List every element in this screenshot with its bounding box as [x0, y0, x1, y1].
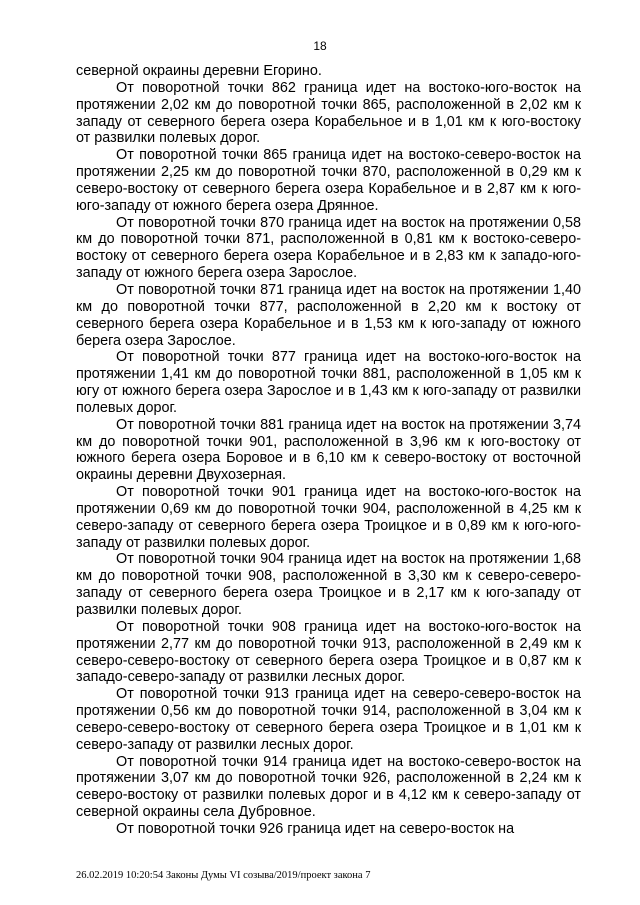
paragraph-11: От поворотной точки 914 граница идет на востоко-северо-восток на протяжении 3,07 км до поворотной точки 926, расположенной в 2,24 км к северо-востоку от развилки полевых дорог и в 4,12 км к северо-западу от северной окраины села Дубровное.	[76, 753, 581, 821]
paragraph-1: От поворотной точки 862 граница идет на востоко-юго-восток на протяжении 2,02 км до поворотной точки 865, расположенной в 2,02 км к западу от северного берега озера Корабельное и в 1,01 км к юго-востоку от развилки полевых дорог.	[76, 79, 581, 147]
footer-stamp: 26.02.2019 10:20:54 Законы Думы VI созыва/2019/проект закона 7	[76, 870, 371, 881]
paragraph-3: От поворотной точки 870 граница идет на восток на протяжении 0,58 км до поворотной точки 871, расположенной в 0,81 км к востоко-северо-востоку от северного берега озера Корабельное и в 2,83 км к западо-юго-западу от южного берега озера Заpослое.	[76, 214, 581, 282]
paragraph-5: От поворотной точки 877 граница идет на востоко-юго-восток на протяжении 1,41 км до поворотной точки 881, расположенной в 1,05 км к югу от южного берега озера Заpослое и в 1,43 км к юго-западу от развилки полевых дорог.	[76, 349, 581, 416]
paragraph-8: От поворотной точки 904 граница идет на восток на протяжении 1,68 км до поворотной точки 908, расположенной в 3,30 км к северо-северо-западу от северного берега озера Троицкое и в 2,17 км к юго-западу от развилки полевых дорог.	[76, 551, 581, 618]
paragraph-7: От поворотной точки 901 граница идет на востоко-юго-восток на протяжении 0,69 км до поворотной точки 904, расположенной в 4,25 км к северо-западу от северного берега озера Троицкое и в 0,89 км к юго-юго-западу от развилки полевых дорог.	[76, 484, 581, 551]
paragraph-4: От поворотной точки 871 граница идет на восток на протяжении 1,40 км до поворотной точки 877, расположенной в 2,20 км к востоку от северного берега озера Корабельное и в 1,53 км к юго-западу от южного берега озера Заpослое.	[76, 281, 581, 349]
paragraph-9: От поворотной точки 908 граница идет на востоко-юго-восток на протяжении 2,77 км до поворотной точки 913, расположенной в 2,49 км к северо-северо-востоку от северного берега озера Троицкое и в 0,87 км к западо-северо-западу от развилки лесных дорог.	[76, 618, 581, 686]
paragraph-10: От поворотной точки 913 граница идет на северо-северо-восток на протяжении 0,56 км до поворотной точки 914, расположенной в 3,04 км к северо-северо-востоку от северного берега озера Троицкое и в 1,01 км к северо-западу от развилки лесных дорог.	[76, 686, 581, 753]
paragraph-12: От поворотной точки 926 граница идет на северо-восток на	[116, 820, 515, 837]
paragraph-2: От поворотной точки 865 граница идет на востоко-северо-восток на протяжении 2,25 км до поворотной точки 870, расположенной в 0,29 км к северо-востоку от северного берега озера Корабельное и в 2,87 км к юго-юго-западу от южного берега озера Дрянное.	[76, 147, 581, 214]
page-number: 18	[313, 39, 327, 53]
paragraph-0: северной окраины деревни Егорино.	[76, 63, 322, 79]
document-body	[76, 63, 581, 838]
paragraph-6: От поворотной точки 881 граница идет на восток на протяжении 3,74 км до поворотной точки 901, расположенной в 3,96 км к юго-востоку от южного берега озера Боровое и в 6,10 км к северо-востоку от восточной окраины деревни Двухозерная.	[76, 416, 581, 484]
